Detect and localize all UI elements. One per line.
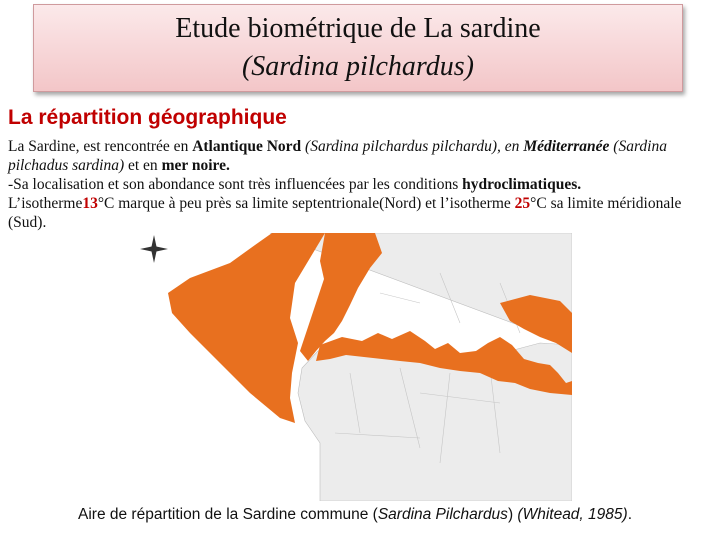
paragraph-hydroclimatic [8,175,712,194]
p1-atlantique: Atlantique Nord [192,138,302,155]
caption-reference: (Whitead, 1985) [517,506,628,523]
p1-mediterranee: Méditerranée [523,138,610,155]
paragraph-distribution [8,137,712,175]
p3-isotherm-13: 13 [82,195,98,212]
section-heading: La répartition géographique [8,106,287,129]
slide-title: Etude biométrique de La sardine [175,13,541,44]
p1-text-f: et en [124,157,162,174]
p1-mer-noire: mer noire. [161,157,230,174]
caption-text-c: ) [507,506,518,523]
body-text [8,137,712,232]
p3-text-c: °C marque à peu près sa limite septentrionale(Nord) et l’isotherme [97,195,515,212]
p2-text-a: -Sa localisation et son abondance sont très influencées par les conditions [8,176,463,193]
title-banner [33,4,683,92]
map-caption [78,506,632,524]
caption-text-e: . [627,506,632,523]
p3-text-e: °C sa limite méridionale (Sud). [8,195,682,231]
p1-text-e: (Sardina pilchadus sardina) [8,138,667,174]
p1-text-c: (Sardina pilchardus pilchardu), en [301,138,524,155]
distribution-map [120,233,572,501]
p2-hydroclimatiques: hydroclimatiques. [462,176,582,193]
p1-text-a: La Sardine, est rencontrée en [8,138,193,155]
paragraph-isotherms [8,194,712,232]
caption-species: Sardina Pilchardus [377,506,508,523]
caption-text-a: Aire de répartition de la Sardine commune ( [78,506,378,523]
p3-text-a: L’isotherme [8,195,83,212]
p3-isotherm-25: 25 [514,195,531,212]
slide-subtitle: (Sardina pilchardus) [241,51,475,82]
